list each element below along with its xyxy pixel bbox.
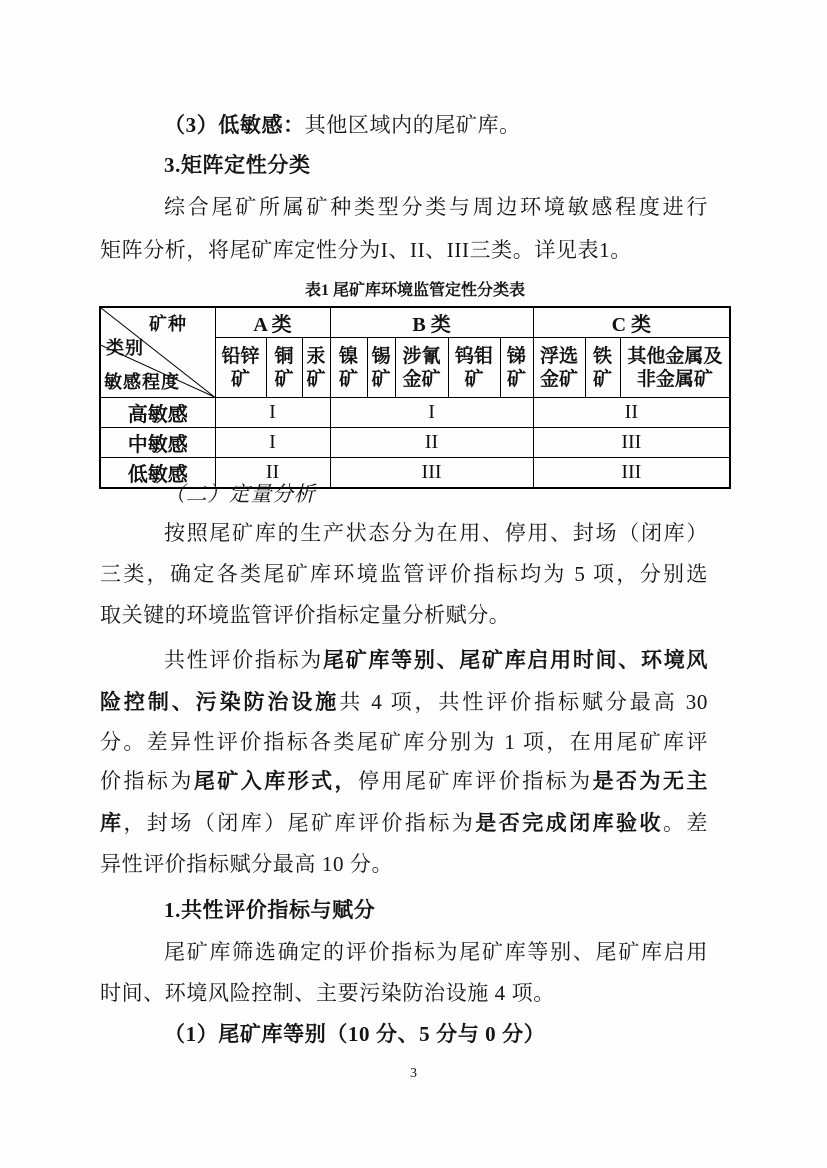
- value-cell: III: [533, 458, 730, 489]
- column-header: 涉氰金矿: [395, 338, 448, 398]
- text-run-bold: 险控制、污染防治设施: [100, 690, 340, 714]
- column-header: 汞矿: [302, 338, 330, 398]
- list-item-low-sensitivity: [100, 110, 708, 140]
- value-cell: II: [215, 458, 330, 489]
- heading-common-indicators: 1.共性评价指标与赋分: [164, 898, 376, 922]
- column-header: 铅锌矿: [215, 338, 266, 398]
- text-run-bold: 尾矿入库形式，: [193, 769, 359, 793]
- low-sensitivity-label: （3）低敏感：: [164, 113, 305, 137]
- paragraph-line: 异性评价指标赋分最高 10 分。: [100, 852, 394, 876]
- column-header: 铁矿: [585, 338, 620, 398]
- column-header: 铜矿: [266, 338, 302, 398]
- value-cell: III: [330, 458, 533, 489]
- value-cell: II: [330, 428, 533, 458]
- low-sensitivity-text: 其他区域内的尾矿库。: [304, 113, 521, 137]
- corner-label-ore-type: 矿种: [149, 314, 187, 334]
- paragraph-line: [100, 645, 708, 675]
- value-cell: III: [533, 428, 730, 458]
- text-run-bold: 是否完成闭库验收: [475, 811, 663, 835]
- text-run: 共性评价指标为: [164, 648, 323, 672]
- table-row: [100, 398, 730, 428]
- column-header: 镍矿: [330, 338, 367, 398]
- heading-quantitative-analysis: （二）定量分析: [164, 482, 316, 506]
- row-label-medium: 中敏感: [100, 428, 215, 458]
- paragraph-line: [100, 766, 708, 796]
- paragraph-line: [100, 687, 708, 717]
- text-run: 停用尾矿库评价指标为: [358, 769, 593, 793]
- corner-label-category: 类别: [106, 338, 144, 358]
- paragraph-line: 尾矿库筛选确定的评价指标为尾矿库等别、尾矿库启用: [164, 940, 708, 964]
- value-cell: II: [533, 398, 730, 428]
- group-header-a: A 类: [215, 307, 330, 338]
- text-run-bold: 是否为无主: [592, 769, 709, 793]
- column-header: 锑矿: [500, 338, 533, 398]
- heading-matrix-classification: 3.矩阵定性分类: [164, 153, 311, 177]
- paragraph-line: [100, 808, 708, 838]
- paragraph-line: 时间、环境风险控制、主要污染防治设施 4 项。: [100, 981, 555, 1005]
- heading-tailings-grade: （1）尾矿库等别（10 分、5 分与 0 分）: [164, 1022, 546, 1046]
- group-header-b: B 类: [330, 307, 533, 338]
- corner-header-cell: [100, 307, 215, 398]
- paragraph-line: 按照尾矿库的生产状态分为在用、停用、封场（闭库）: [164, 521, 708, 545]
- corner-label-sensitivity: 敏感程度: [104, 372, 180, 392]
- text-run: 。差: [662, 811, 708, 835]
- paragraph-line: 矩阵分析，将尾矿库定性分为I、II、III三类。详见表1。: [100, 238, 632, 262]
- text-run: ，封场（闭库）尾矿库评价指标为: [123, 811, 476, 835]
- paragraph-line: 取关键的环境监管评价指标定量分析赋分。: [100, 603, 511, 627]
- classification-table: [99, 306, 731, 489]
- value-cell: I: [215, 398, 330, 428]
- value-cell: I: [215, 428, 330, 458]
- text-run-bold: 尾矿库等别、尾矿库启用时间、环境风: [323, 648, 709, 672]
- page-number: 3: [410, 1066, 417, 1081]
- paragraph-line: 分。差异性评价指标各类尾矿库分别为 1 项，在用尾矿库评: [100, 730, 708, 754]
- column-header: 其他金属及非金属矿: [620, 338, 730, 398]
- row-label-low: 低敏感: [100, 458, 215, 489]
- paragraph-line: 综合尾矿所属矿种类型分类与周边环境敏感程度进行: [164, 195, 708, 219]
- group-header-c: C 类: [533, 307, 730, 338]
- text-run: 共 4 项，共性评价指标赋分最高 30: [339, 690, 709, 714]
- table-title: 表1 尾矿库环境监管定性分类表: [304, 282, 525, 299]
- text-run: 价指标为: [100, 769, 194, 793]
- value-cell: I: [330, 398, 533, 428]
- column-header: 钨钼矿: [448, 338, 500, 398]
- text-run-bold: 库: [100, 811, 124, 835]
- column-header: 锡矿: [367, 338, 395, 398]
- row-label-high: 高敏感: [100, 398, 215, 428]
- column-header: 浮选金矿: [533, 338, 585, 398]
- paragraph-line: 三类，确定各类尾矿库环境监管评价指标均为 5 项，分别选: [100, 562, 708, 586]
- table-row: [100, 428, 730, 458]
